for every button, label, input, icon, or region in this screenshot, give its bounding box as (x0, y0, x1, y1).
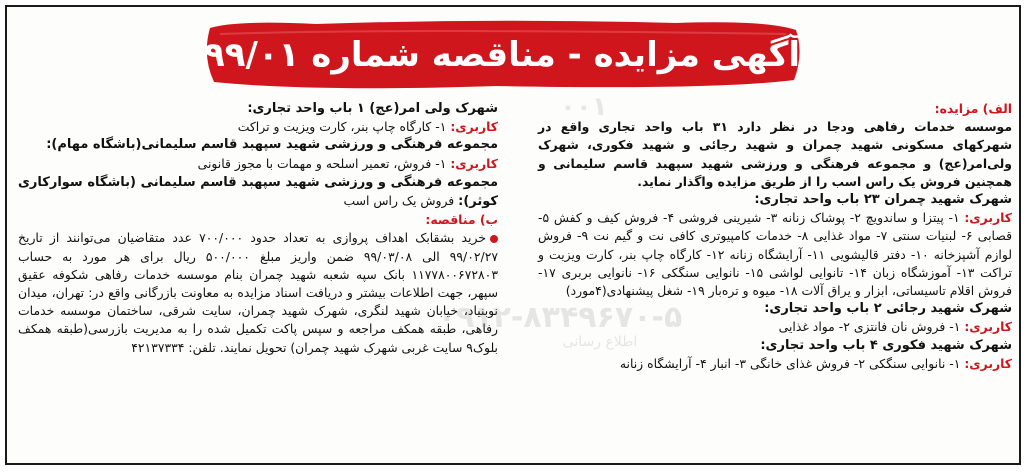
usage-label: کاربری: (964, 355, 1012, 371)
title-banner (196, 18, 808, 92)
usage-label: کاربری: (964, 319, 1012, 335)
rajaei-heading: شهرک شهید رجائی ۲ باب واحد تجاری: (764, 301, 1012, 317)
chamran-usage-text: ۱- پیتزا و ساندویچ ۲- پوشاک زنانه ۳- شیرینی فروشی ۴- فروش کیف و کفش ۵- قصابی ۶- لبنیات سنتی ۷- مواد غذایی ۸- خدمات کامپیوتری کافی نت و گیم نت ۹- فروش لوازم آشپزخانه ۱۰- دفتر قالیشویی ۱۱- آرایشگاه زنانه ۱۲- کارگاه چاپ بنر، کارت ویزیت و تراکت ۱۳- آموزشگاه زبان ۱۴- تانوایی لواشی ۱۵- نانوایی سنگکی ۱۶- نانوایی بربری ۱۷- فروش اقلام تاسیساتی، ابزار و یراق آلات ۱۸- میوه و تره‌بار ۱۹- شغل پیشنهادی(۴مورد) (538, 210, 1012, 299)
fakouri-usage-text: ۱- نانوایی سنگکی ۲- فروش غذای خانگی ۳- انبار ۴- آرایشگاه زنانه (619, 355, 965, 371)
section-b-heading: ب) مناقصه: (425, 212, 498, 228)
valiamr-heading: شهرک ولی امر(عج) ۱ باب واحد تجاری: (247, 101, 498, 116)
auction-intro: موسسه خدمات رفاهی ودجا در نظر دارد ۳۱ باب واحد تجاری واقع در شهرکهای مسکونی شهید چمران و شهید رجائی و شهید فکوری، شهرک ولی‌امر(عج) و مجموعه فرهنگی و ورزشی شهید سپهبد قاسم سلیمانی و همچنین فروش یک راس اسب را از طریق مزایده واگذار نماید. (538, 119, 1012, 189)
kowsar-heading: مجموعه فرهنگی و ورزشی شهید سپهبد قاسم سلیمانی (باشگاه سوارکاری کوثر): (18, 174, 498, 210)
tender-text: خرید بشقابک اهداف پروازی به تعداد حدود ۷۰۰/۰۰۰ عدد متقاضیان می‌توانند از تاریخ ۹۹/۰۲/۲۷ الی ۹۹/۰۳/۰۸ ضمن واریز مبلغ ۵۰۰/۰۰۰ ریال برای هر مورد به حساب ۱۱۷۷۸۰۰۶۷۲۸۰۳ بانک سپه شعبه شهید چمران بنام موسسه خدمات رفاهی شکوفه عقیق سپهر، جهت اطلاعات بیشتر و دریافت اسناد مزایده به معاونت بازرگانی واقع در: تهران، میدان نوبنیاد، خیابان شهید لنگری، شهرک شهید چمران، سایت شرقی، ساختمان موسسه خدمات رفاهی، طبقه همکف مراجعه و سپس پاکت تکمیل شده را به مدیریت بازرسی(طبقه همکف بلوک۹ سایت غربی شهرک شهید چمران) تحویل نمایند. تلفن: ۴۲۱۳۷۳۳۴ (18, 230, 498, 355)
kowsar-usage-text: فروش یک راس اسب (343, 193, 459, 209)
mahaam-heading: مجموعه فرهنگی و ورزشی شهید سپهبد قاسم سلیمانی(باشگاه مهام): (46, 137, 498, 153)
valiamr-usage-text: ۱- کارگاه چاپ بنر، کارت ویزیت و تراکت (237, 119, 451, 135)
rajaei-usage-text: ۱- فروش نان فانتزی ۲- مواد غذایی (778, 319, 965, 335)
section-a-heading: الف) مزایده: (934, 101, 1012, 116)
usage-label: کاربری: (450, 155, 498, 171)
usage-label: کاربری: (450, 119, 498, 135)
left-column (18, 100, 498, 357)
mahaam-usage-text: ۱- فروش، تعمیر اسلحه و مهمات با مجوز قانونی (197, 155, 451, 171)
chamran-heading: شهرک شهید چمران ۲۳ باب واحد تجاری: (754, 192, 1012, 208)
right-column (538, 100, 1012, 373)
fakouri-heading: شهرک شهید فکوری ۴ باب واحد تجاری: (760, 337, 1012, 353)
bullet-icon (490, 235, 498, 243)
usage-label: کاربری: (964, 210, 1012, 226)
banner-title: آگهی مزایده - مناقصه شماره ۹۹/۰۱ (203, 35, 801, 75)
